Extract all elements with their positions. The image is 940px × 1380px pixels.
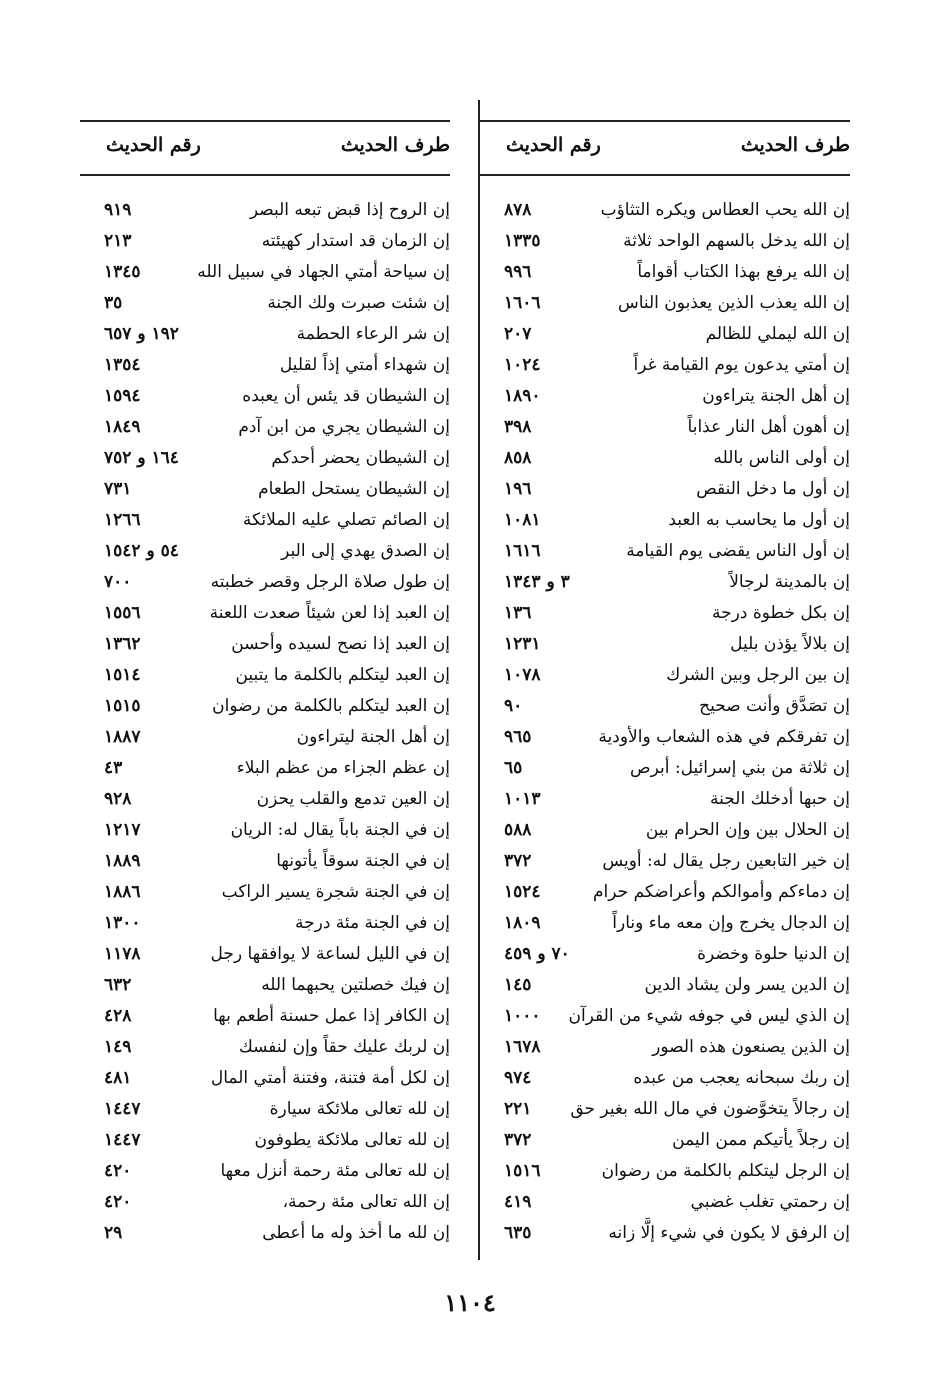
hadith-text: إن العين تدمع والقلب يحزن — [256, 789, 450, 809]
hadith-number: ١٢٣١ — [504, 634, 541, 654]
hadith-number: ١٠١٣ — [504, 789, 541, 809]
hadith-text: إن الدين يسر ولن يشاد الدين — [644, 975, 850, 995]
hadith-number: ١٨٨٧ — [104, 727, 141, 747]
hadith-number: ١٠٧٨ — [504, 665, 541, 685]
hadith-text: إن طول صلاة الرجل وقصر خطبته — [210, 572, 450, 592]
hadith-text: إن الله يعذب الذين يعذبون الناس — [617, 293, 850, 313]
hadith-row — [80, 818, 450, 849]
hadith-text: إن الذين يصنعون هذه الصور — [652, 1037, 850, 1057]
hadith-text: إن شر الرعاء الحطمة — [296, 324, 450, 344]
hadith-number: ٣٧٢ — [504, 1130, 532, 1150]
hadith-list — [480, 198, 850, 1252]
hadith-number: ٥٨٨ — [504, 820, 532, 840]
hadith-row — [80, 570, 450, 601]
hadith-number: ٧٠ و ٤٥٩ — [504, 944, 570, 964]
hadith-number: ٩٠ — [504, 696, 523, 716]
hadith-row — [480, 663, 850, 694]
number-header-label: رقم الحديث — [506, 134, 601, 156]
hadith-number: ١٥٢٤ — [504, 882, 541, 902]
hadith-text: إن لله تعالى ملائكة يطوفون — [254, 1130, 450, 1150]
hadith-number: ٧٠٠ — [104, 572, 132, 592]
hadith-number: ٣٩٨ — [504, 417, 532, 437]
hadith-text: إن الله ليملي للظالم — [705, 324, 850, 344]
hadith-text: إن ربك سبحانه يعجب من عبده — [633, 1068, 850, 1088]
hadith-row — [80, 694, 450, 725]
hadith-text: إن رجلاً يأتيكم ممن اليمن — [672, 1130, 850, 1150]
hadith-text: إن العبد إذا لعن شيئاً صعدت اللعنة — [209, 603, 450, 623]
hadith-number: ١٣٥٤ — [104, 355, 141, 375]
hadith-text: إن أول ما يحاسب به العبد — [668, 510, 850, 530]
hadith-row — [480, 198, 850, 229]
hadith-text: إن في الجنة مئة درجة — [295, 913, 450, 933]
hadith-number: ١٣٦ — [504, 603, 532, 623]
hadith-text: إن في الجنة سوقاً يأتونها — [276, 851, 450, 871]
hadith-number: ٣٥ — [104, 293, 123, 313]
hadith-row — [80, 322, 450, 353]
hadith-text: إن شهداء أمتي إذاً لقليل — [279, 355, 450, 375]
hadith-text: إن الصائم تصلي عليه الملائكة — [242, 510, 450, 530]
hadith-row — [80, 911, 450, 942]
hadith-row — [480, 291, 850, 322]
hadith-number: ١٨٨٦ — [104, 882, 141, 902]
hadith-number: ١٦٤ و ٧٥٢ — [104, 448, 179, 468]
hadith-number: ٥٤ و ١٥٤٢ — [104, 541, 179, 561]
hadith-number: ١٩٢ و ٦٥٧ — [104, 324, 179, 344]
hadith-row — [480, 694, 850, 725]
hadith-number: ٢٢١ — [504, 1099, 532, 1119]
hadith-row — [480, 601, 850, 632]
hadith-row — [480, 353, 850, 384]
hadith-number: ١٣٤٥ — [104, 262, 141, 282]
hadith-number: ١٤٩ — [104, 1037, 132, 1057]
hadith-text: إن لكل أمة فتنة، وفتنة أمتي المال — [210, 1068, 450, 1088]
hadith-text: إن الدنيا حلوة وخضرة — [697, 944, 850, 964]
hadith-row — [80, 601, 450, 632]
hadith-number: ٩١٩ — [104, 200, 132, 220]
hadith-number: ١٥١٤ — [104, 665, 141, 685]
hadith-header-label: طرف الحديث — [340, 134, 450, 156]
hadith-number: ٣ و ١٣٤٣ — [504, 572, 570, 592]
hadith-number: ١٥٩٤ — [104, 386, 141, 406]
hadith-number: ٩٦٥ — [504, 727, 532, 747]
hadith-row — [480, 818, 850, 849]
hadith-number: ٤٢٨ — [104, 1006, 132, 1026]
hadith-text: إن خير التابعين رجل يقال له: أويس — [602, 851, 850, 871]
hadith-number: ١٤٤٧ — [104, 1099, 141, 1119]
hadith-row — [80, 229, 450, 260]
hadith-number: ١٦٠٦ — [504, 293, 541, 313]
hadith-row — [480, 880, 850, 911]
hadith-text: إن في الليل لساعة لا يوافقها رجل — [210, 944, 450, 964]
hadith-number: ١٨٤٩ — [104, 417, 141, 437]
hadith-number: ٢٩ — [104, 1223, 123, 1243]
hadith-row — [80, 1128, 450, 1159]
hadith-row — [480, 446, 850, 477]
hadith-number: ٨٥٨ — [504, 448, 532, 468]
hadith-text: إن لله تعالى ملائكة سيارة — [269, 1099, 450, 1119]
hadith-number: ١١٧٨ — [104, 944, 141, 964]
hadith-text: إن العبد ليتكلم بالكلمة من رضوان — [212, 696, 450, 716]
hadith-row — [480, 942, 850, 973]
hadith-row — [480, 415, 850, 446]
hadith-row — [480, 260, 850, 291]
hadith-number: ٩٩٦ — [504, 262, 532, 282]
hadith-row — [80, 756, 450, 787]
hadith-number: ١٨٠٩ — [504, 913, 541, 933]
hadith-row — [480, 1190, 850, 1221]
hadith-number: ٤١٩ — [504, 1192, 532, 1212]
hadith-text: إن شئت صبرت ولك الجنة — [267, 293, 450, 313]
hadith-row — [80, 1190, 450, 1221]
hadith-number: ٩٧٤ — [504, 1068, 532, 1088]
hadith-row — [80, 446, 450, 477]
hadith-number: ٢١٣ — [104, 231, 132, 251]
hadith-text: إن الله تعالى مئة رحمة، — [282, 1192, 450, 1212]
hadith-text: إن فيك خصلتين يحبهما الله — [261, 975, 450, 995]
hadith-text: إن الله يرفع بهذا الكتاب أقواماً — [637, 262, 850, 282]
hadith-text: إن لربك عليك حقاً وإن لنفسك — [238, 1037, 450, 1057]
hadith-row — [480, 477, 850, 508]
hadith-text: إن بين الرجل وبين الشرك — [666, 665, 850, 685]
hadith-row — [80, 384, 450, 415]
hadith-text: إن أهل الجنة ليتراءون — [296, 727, 450, 747]
page-number: ١١٠٤ — [444, 1288, 496, 1317]
hadith-header-label: طرف الحديث — [740, 134, 850, 156]
hadith-text: إن عظم الجزاء من عظم البلاء — [236, 758, 450, 778]
hadith-number: ١٤٥ — [504, 975, 532, 995]
hadith-row — [80, 1097, 450, 1128]
hadith-text: إن لله تعالى مئة رحمة أنزل معها — [220, 1161, 450, 1181]
hadith-text: إن تصَدَّق وأنت صحيح — [699, 696, 850, 716]
hadith-row — [480, 973, 850, 1004]
hadith-number: ١٢١٧ — [104, 820, 141, 840]
hadith-row — [80, 539, 450, 570]
column-header — [480, 120, 850, 176]
hadith-text: إن حبها أدخلك الجنة — [710, 789, 850, 809]
hadith-text: إن بالمدينة لرجالاً — [729, 572, 850, 592]
hadith-number: ٤٢٠ — [104, 1161, 132, 1181]
hadith-row — [80, 1221, 450, 1252]
hadith-row — [480, 756, 850, 787]
hadith-row — [480, 1004, 850, 1035]
hadith-text: إن رحمتي تغلب غضبي — [690, 1192, 850, 1212]
hadith-number: ٦٣٢ — [104, 975, 132, 995]
hadith-row — [80, 1159, 450, 1190]
hadith-row — [80, 849, 450, 880]
hadith-text: إن في الجنة باباً يقال له: الريان — [230, 820, 450, 840]
hadith-row — [80, 725, 450, 756]
hadith-row — [480, 1128, 850, 1159]
hadith-row — [480, 1097, 850, 1128]
hadith-text: إن أول الناس يقضى يوم القيامة — [626, 541, 850, 561]
hadith-row — [480, 787, 850, 818]
hadith-text: إن العبد ليتكلم بالكلمة ما يتبين — [235, 665, 450, 685]
hadith-text: إن أهون أهل النار عذاباً — [687, 417, 850, 437]
hadith-number: ٣٧٢ — [504, 851, 532, 871]
hadith-row — [80, 973, 450, 1004]
hadith-number: ٢٠٧ — [504, 324, 532, 344]
hadith-number: ٤٨١ — [104, 1068, 132, 1088]
column-header — [80, 120, 450, 176]
hadith-number: ٦٥ — [504, 758, 523, 778]
hadith-number: ١٠٢٤ — [504, 355, 541, 375]
hadith-number: ١٣٠٠ — [104, 913, 141, 933]
hadith-text: إن الشيطان يجري من ابن آدم — [238, 417, 450, 437]
hadith-text: إن لله ما أخذ وله ما أعطى — [262, 1223, 450, 1243]
hadith-text: إن الكافر إذا عمل حسنة أطعم بها — [213, 1006, 450, 1026]
hadith-text: إن الذي ليس في جوفه شيء من القرآن — [568, 1006, 850, 1026]
hadith-text: إن الروح إذا قبض تبعه البصر — [249, 200, 450, 220]
hadith-number: ٦٣٥ — [504, 1223, 532, 1243]
hadith-list — [80, 198, 450, 1252]
hadith-row — [480, 539, 850, 570]
hadith-row — [480, 1035, 850, 1066]
hadith-row — [80, 415, 450, 446]
right-column — [480, 120, 850, 1252]
hadith-number: ١٣٦٢ — [104, 634, 141, 654]
hadith-text: إن الله يدخل بالسهم الواحد ثلاثة — [623, 231, 850, 251]
hadith-row — [480, 322, 850, 353]
hadith-number: ١٨٩٠ — [504, 386, 541, 406]
hadith-text: إن أول ما دخل النقص — [696, 479, 850, 499]
hadith-row — [480, 849, 850, 880]
hadith-number: ١٠٨١ — [504, 510, 541, 530]
hadith-text: إن أولى الناس بالله — [713, 448, 850, 468]
hadith-number: ١٥٥٦ — [104, 603, 141, 623]
hadith-row — [80, 353, 450, 384]
hadith-row — [480, 508, 850, 539]
hadith-number: ١٠٠٠ — [504, 1006, 541, 1026]
hadith-row — [80, 260, 450, 291]
hadith-text: إن أهل الجنة يتراءون — [702, 386, 850, 406]
hadith-row — [80, 787, 450, 818]
hadith-number: ٨٧٨ — [504, 200, 532, 220]
hadith-text: إن الزمان قد استدار كهيئته — [261, 231, 450, 251]
hadith-number: ٤٣ — [104, 758, 123, 778]
hadith-row — [480, 384, 850, 415]
hadith-row — [480, 570, 850, 601]
hadith-row — [480, 1159, 850, 1190]
hadith-row — [80, 198, 450, 229]
hadith-row — [80, 632, 450, 663]
hadith-number: ١٩٦ — [504, 479, 532, 499]
hadith-text: إن الشيطان يحضر أحدكم — [271, 448, 450, 468]
hadith-text: إن الدجال يخرج وإن معه ماء وناراً — [612, 913, 850, 933]
hadith-row — [80, 1035, 450, 1066]
hadith-number: ٧٣١ — [104, 479, 132, 499]
hadith-row — [480, 911, 850, 942]
hadith-row — [80, 477, 450, 508]
hadith-number: ٩٢٨ — [104, 789, 132, 809]
hadith-text: إن سياحة أمتي الجهاد في سبيل الله — [197, 262, 450, 282]
number-header-label: رقم الحديث — [106, 134, 201, 156]
hadith-number: ١٤٤٧ — [104, 1130, 141, 1150]
hadith-row — [480, 1066, 850, 1097]
hadith-text: إن الرجل ليتكلم بالكلمة من رضوان — [601, 1161, 850, 1181]
hadith-text: إن الشيطان قد يئس أن يعبده — [242, 386, 450, 406]
hadith-text: إن الصدق يهدي إلى البر — [281, 541, 450, 561]
hadith-number: ١٣٣٥ — [504, 231, 541, 251]
hadith-text: إن بلالاً يؤذن بليل — [730, 634, 850, 654]
hadith-text: إن دماءكم وأموالكم وأعراضكم حرام — [593, 882, 850, 902]
hadith-text: إن الحلال بين وإن الحرام بين — [645, 820, 850, 840]
hadith-number: ١٢٦٦ — [104, 510, 141, 530]
hadith-row — [480, 1221, 850, 1252]
hadith-row — [80, 508, 450, 539]
hadith-number: ١٥١٥ — [104, 696, 141, 716]
hadith-row — [480, 725, 850, 756]
hadith-row — [80, 1066, 450, 1097]
hadith-text: إن ثلاثة من بني إسرائيل: أبرص — [630, 758, 850, 778]
hadith-row — [80, 291, 450, 322]
hadith-row — [80, 1004, 450, 1035]
hadith-text: إن أمتي يدعون يوم القيامة غراً — [633, 355, 850, 375]
hadith-number: ٤٢٠ — [104, 1192, 132, 1212]
hadith-text: إن العبد إذا نصح لسيده وأحسن — [231, 634, 450, 654]
hadith-number: ١٦١٦ — [504, 541, 541, 561]
hadith-text: إن في الجنة شجرة يسير الراكب — [221, 882, 450, 902]
hadith-text: إن رجالاً يتخوَّضون في مال الله بغير حق — [570, 1099, 850, 1119]
hadith-row — [480, 632, 850, 663]
hadith-row — [480, 229, 850, 260]
hadith-number: ١٨٨٩ — [104, 851, 141, 871]
hadith-text: إن الله يحب العطاس ويكره التثاؤب — [600, 200, 850, 220]
hadith-row — [80, 942, 450, 973]
hadith-row — [80, 663, 450, 694]
hadith-text: إن تفرقكم في هذه الشعاب والأودية — [598, 727, 850, 747]
hadith-number: ١٥١٦ — [504, 1161, 541, 1181]
hadith-text: إن بكل خطوة درجة — [712, 603, 850, 623]
hadith-row — [80, 880, 450, 911]
hadith-text: إن الرفق لا يكون في شيء إلَّا زانه — [608, 1223, 850, 1243]
left-column — [80, 120, 450, 1252]
hadith-text: إن الشيطان يستحل الطعام — [258, 479, 450, 499]
hadith-number: ١٦٧٨ — [504, 1037, 541, 1057]
